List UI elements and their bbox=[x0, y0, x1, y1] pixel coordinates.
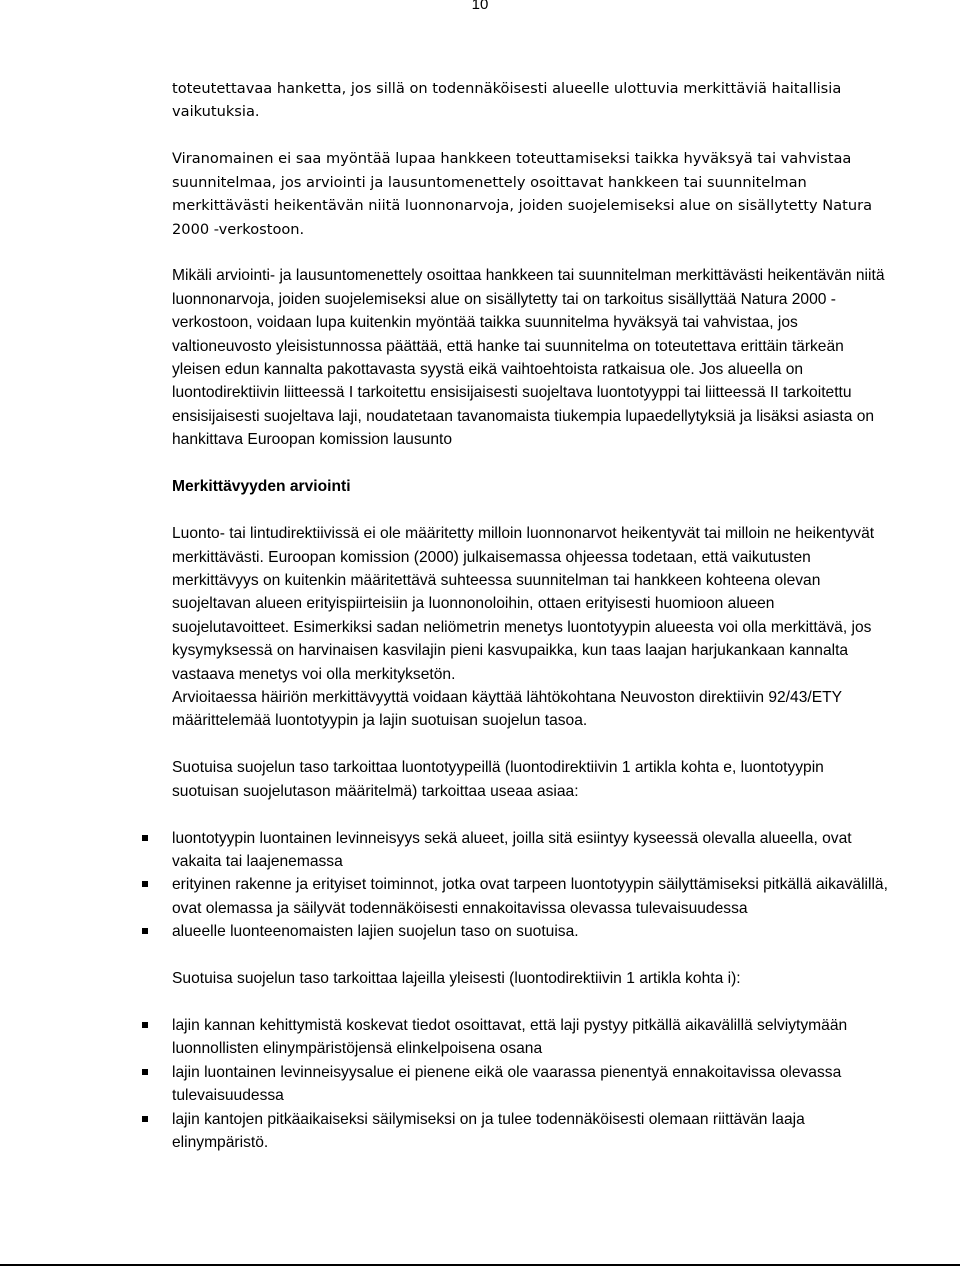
list-item: alueelle luonteenomaisten lajien suojelun taso on suotuisa. bbox=[172, 920, 892, 943]
bullet-icon bbox=[142, 881, 148, 887]
paragraph-assessment: Arvioitaessa häiriön merkittävyyttä voidaan käyttää lähtökohtana Neuvoston direktiivin 92/43/ETY määrittelemää luontotyypin ja lajin suotuisan suojelun tasoa. bbox=[172, 688, 842, 730]
species-bullet-list bbox=[172, 1014, 892, 1154]
habitat-bullet-list bbox=[172, 827, 892, 944]
paragraph-continuation: toteutettavaa hanketta, jos sillä on todennäköisesti alueelle ulottuvia merkittäviä haitallisia vaikutuksia. bbox=[172, 80, 842, 121]
paragraph-habitat-intro: Suotuisa suojelun taso tarkoittaa luontotyypeillä (luontodirektiivin 1 artikla kohta e, luontotyypin suotuisan suojelutason määritelmä) tarkoittaa useaa asiaa: bbox=[172, 759, 824, 800]
paragraph-significance: Luonto- tai lintudirektiivissä ei ole määritetty milloin luonnonarvot heikentyvät tai milloin ne heikentyvät merkittävästi. Euroopan komission (2000) julkaisemassa ohjeessa todetaan, että vaikutusten merkittävyys on kuitenkin määritettävä suhteessa suunnitelman tai hankkeen kohteena olevan suojeltavan alueen erityispiirteisiin ja luonnonoloihin, ottaen erityisesti huomioon alueen suojelutavoitteet. Esimerkiksi sadan neliömetrin menetys luontotyypin alueesta voi olla merkittävä, jos kysymyksessä on harvinaisen kasvilajin pieni kasvupaikka, kun taas laajan harjukankaan kannalta vastaava menetys voi olla merkityksetön. bbox=[172, 525, 875, 683]
list-item: erityinen rakenne ja erityiset toiminnot, jotka ovat tarpeen luontotyypin säilyttämiseksi pitkällä aikavälillä, ovat olemassa ja säilyvät todennäköisesti ennakoitavissa olevassa tulevaisuudessa bbox=[172, 873, 892, 920]
list-item: luontotyypin luontainen levinneisyys sekä alueet, joilla sitä esiintyy kyseessä olevalla alueella, ovat vakaita tai laajenemassa bbox=[172, 827, 892, 874]
bullet-icon bbox=[142, 835, 148, 841]
footer-rule bbox=[0, 1264, 960, 1266]
paragraph-exception: Mikäli arviointi- ja lausuntomenettely osoittaa hankkeen tai suunnitelman merkittävästi heikentävän niitä luonnonarvoja, joiden suojelemiseksi alue on sisällytetty tai on tarkoitus sisällyttää Natura 2000 -verkostoon, voidaan lupa kuitenkin myöntää taikka suunnitelma hyväksyä tai vahvistaa, jos valtioneuvosto yleisistunnossa päättää, että hanke tai suunnitelma on toteutettava erittäin tärkeän yleisen edun kannalta pakottavasta syystä eikä vaihtoehtoista ratkaisua ole. Jos alueella on luontodirektiivin liitteessä I tarkoitettu ensisijaisesti suojeltava luontotyyppi tai liitteessä II tarkoitettu ensisijaisesti suojeltava laji, noudatetaan tavanomaista tiukempia lupaedellytyksiä ja lisäksi asiasta on hankittava Euroopan komission lausunto bbox=[172, 267, 885, 449]
document-body bbox=[172, 77, 892, 1178]
list-item: lajin luontainen levinneisyysalue ei pienene eikä ole vaarassa pienentyä ennakoitavissa olevassa tulevaisuudessa bbox=[172, 1061, 892, 1108]
bullet-icon bbox=[142, 1069, 148, 1075]
list-item: lajin kantojen pitkäaikaiseksi säilymiseksi on ja tulee todennäköisesti olemaan riittävän laaja elinympäristö. bbox=[172, 1108, 892, 1155]
bullet-icon bbox=[142, 1022, 148, 1028]
paragraph-authority: Viranomainen ei saa myöntää lupaa hankkeen toteuttamiseksi taikka hyväksyä tai vahvistaa suunnitelmaa, jos arviointi ja lausuntomenettely osoittavat hankkeen tai suunnitelman merkittävästi heikentävän niitä luonnonarvoja, joiden suojelemiseksi alue on sisällytetty Natura 2000 -verkostoon. bbox=[172, 150, 873, 238]
bullet-icon bbox=[142, 928, 148, 934]
list-item: lajin kannan kehittymistä koskevat tiedot osoittavat, että laji pystyy pitkällä aikavälillä selviytymään luonnollisten elinympäristöjensä elinkelpoisena osana bbox=[172, 1014, 892, 1061]
paragraph-species-intro: Suotuisa suojelun taso tarkoittaa lajeilla yleisesti (luontodirektiivin 1 artikla kohta i): bbox=[172, 970, 741, 988]
section-heading: Merkittävyyden arviointi bbox=[172, 478, 351, 496]
page-number: 10 bbox=[471, 0, 489, 13]
bullet-icon bbox=[142, 1116, 148, 1122]
